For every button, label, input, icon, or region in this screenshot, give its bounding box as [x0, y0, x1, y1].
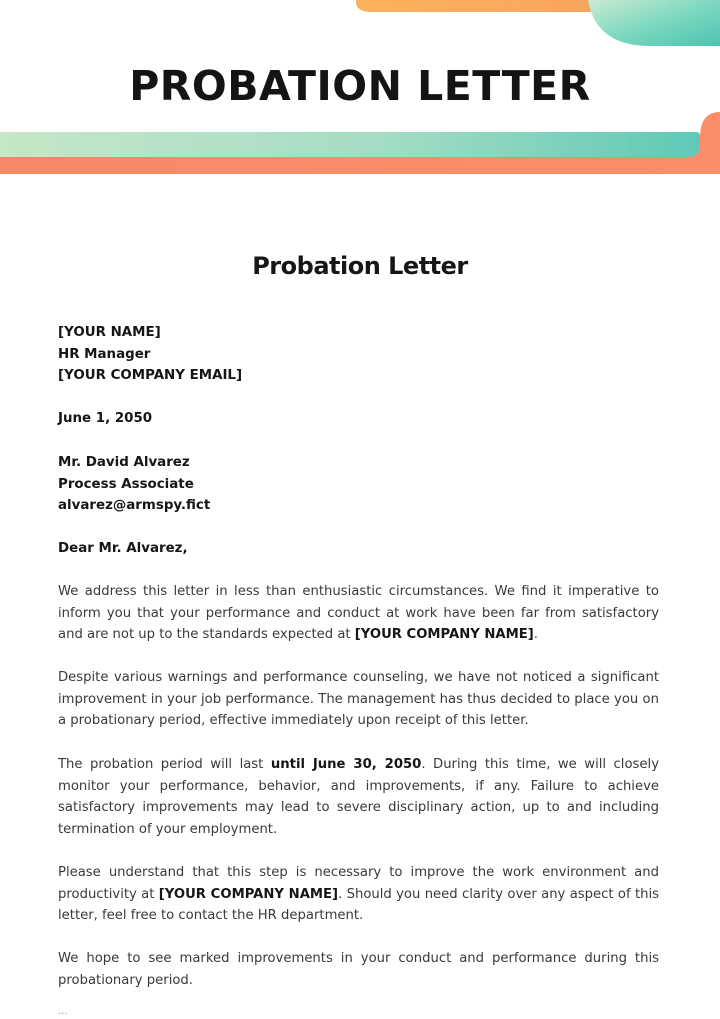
- document-title: Probation Letter: [252, 252, 468, 280]
- sender-block: [58, 322, 659, 387]
- sender-name: [YOUR NAME]: [58, 325, 161, 340]
- sender-email: [YOUR COMPANY EMAIL]: [58, 368, 243, 384]
- body-paragraph-4: [58, 862, 659, 927]
- paragraph-1-text: We address this letter in less than enthusiastic circumstances. We find it imperative to inform you that your performance and conduct at work have been far from satisfactory and are not up to the standards expected at: [58, 584, 659, 643]
- body-paragraph-3: [58, 754, 659, 841]
- salutation-block: [58, 538, 659, 560]
- body-paragraph-5: [58, 948, 659, 991]
- recipient-block: [58, 452, 659, 517]
- company-name-placeholder: [YOUR COMPANY NAME]: [354, 627, 534, 643]
- probation-end-date: until June 30, 2050: [270, 757, 422, 772]
- paragraph-2-text: Despite various warnings and performance counseling, we have not noticed a significant improvement in your job performance. The management has thus decided to place you on a probationary period, effective immediately upon receipt of this letter.: [58, 670, 659, 729]
- company-name-placeholder: [YOUR COMPANY NAME]: [158, 886, 339, 902]
- sender-position: HR Manager: [58, 346, 151, 362]
- body-paragraph-1: [58, 581, 659, 646]
- letter-date: June 1, 2050: [58, 411, 153, 426]
- paragraph-3-start: The probation period will last: [58, 757, 271, 772]
- paragraph-3-text: . During this time, we will closely monitor your performance, behavior, and improvements, if any. Failure to achieve satisfactory improvements may lead to severe disciplinary action, up to and including termination of your employment.: [58, 757, 659, 838]
- body-paragraph-2: [58, 667, 659, 732]
- paragraph-4-start: Please understand that this step is necessary to improve the work environment and productivity at: [58, 865, 659, 902]
- date-block: [58, 408, 659, 430]
- header-title: PROBATION LETTER: [129, 62, 591, 110]
- paragraph-4-text: . Should you need clarity over any aspect of this letter, feel free to contact the HR department.: [58, 886, 660, 924]
- salutation: Dear Mr. Alvarez,: [58, 541, 188, 556]
- recipient-name: Mr. David Alvarez: [58, 455, 190, 470]
- continuation-marker: ...: [58, 1006, 68, 1017]
- recipient-email: alvarez@armspy.fict: [58, 498, 211, 514]
- recipient-position: Process Associate: [58, 476, 194, 492]
- paragraph-5-text: We hope to see marked improvements in your conduct and performance during this probationary period.: [58, 951, 659, 988]
- paragraph-1-end: .: [533, 627, 538, 643]
